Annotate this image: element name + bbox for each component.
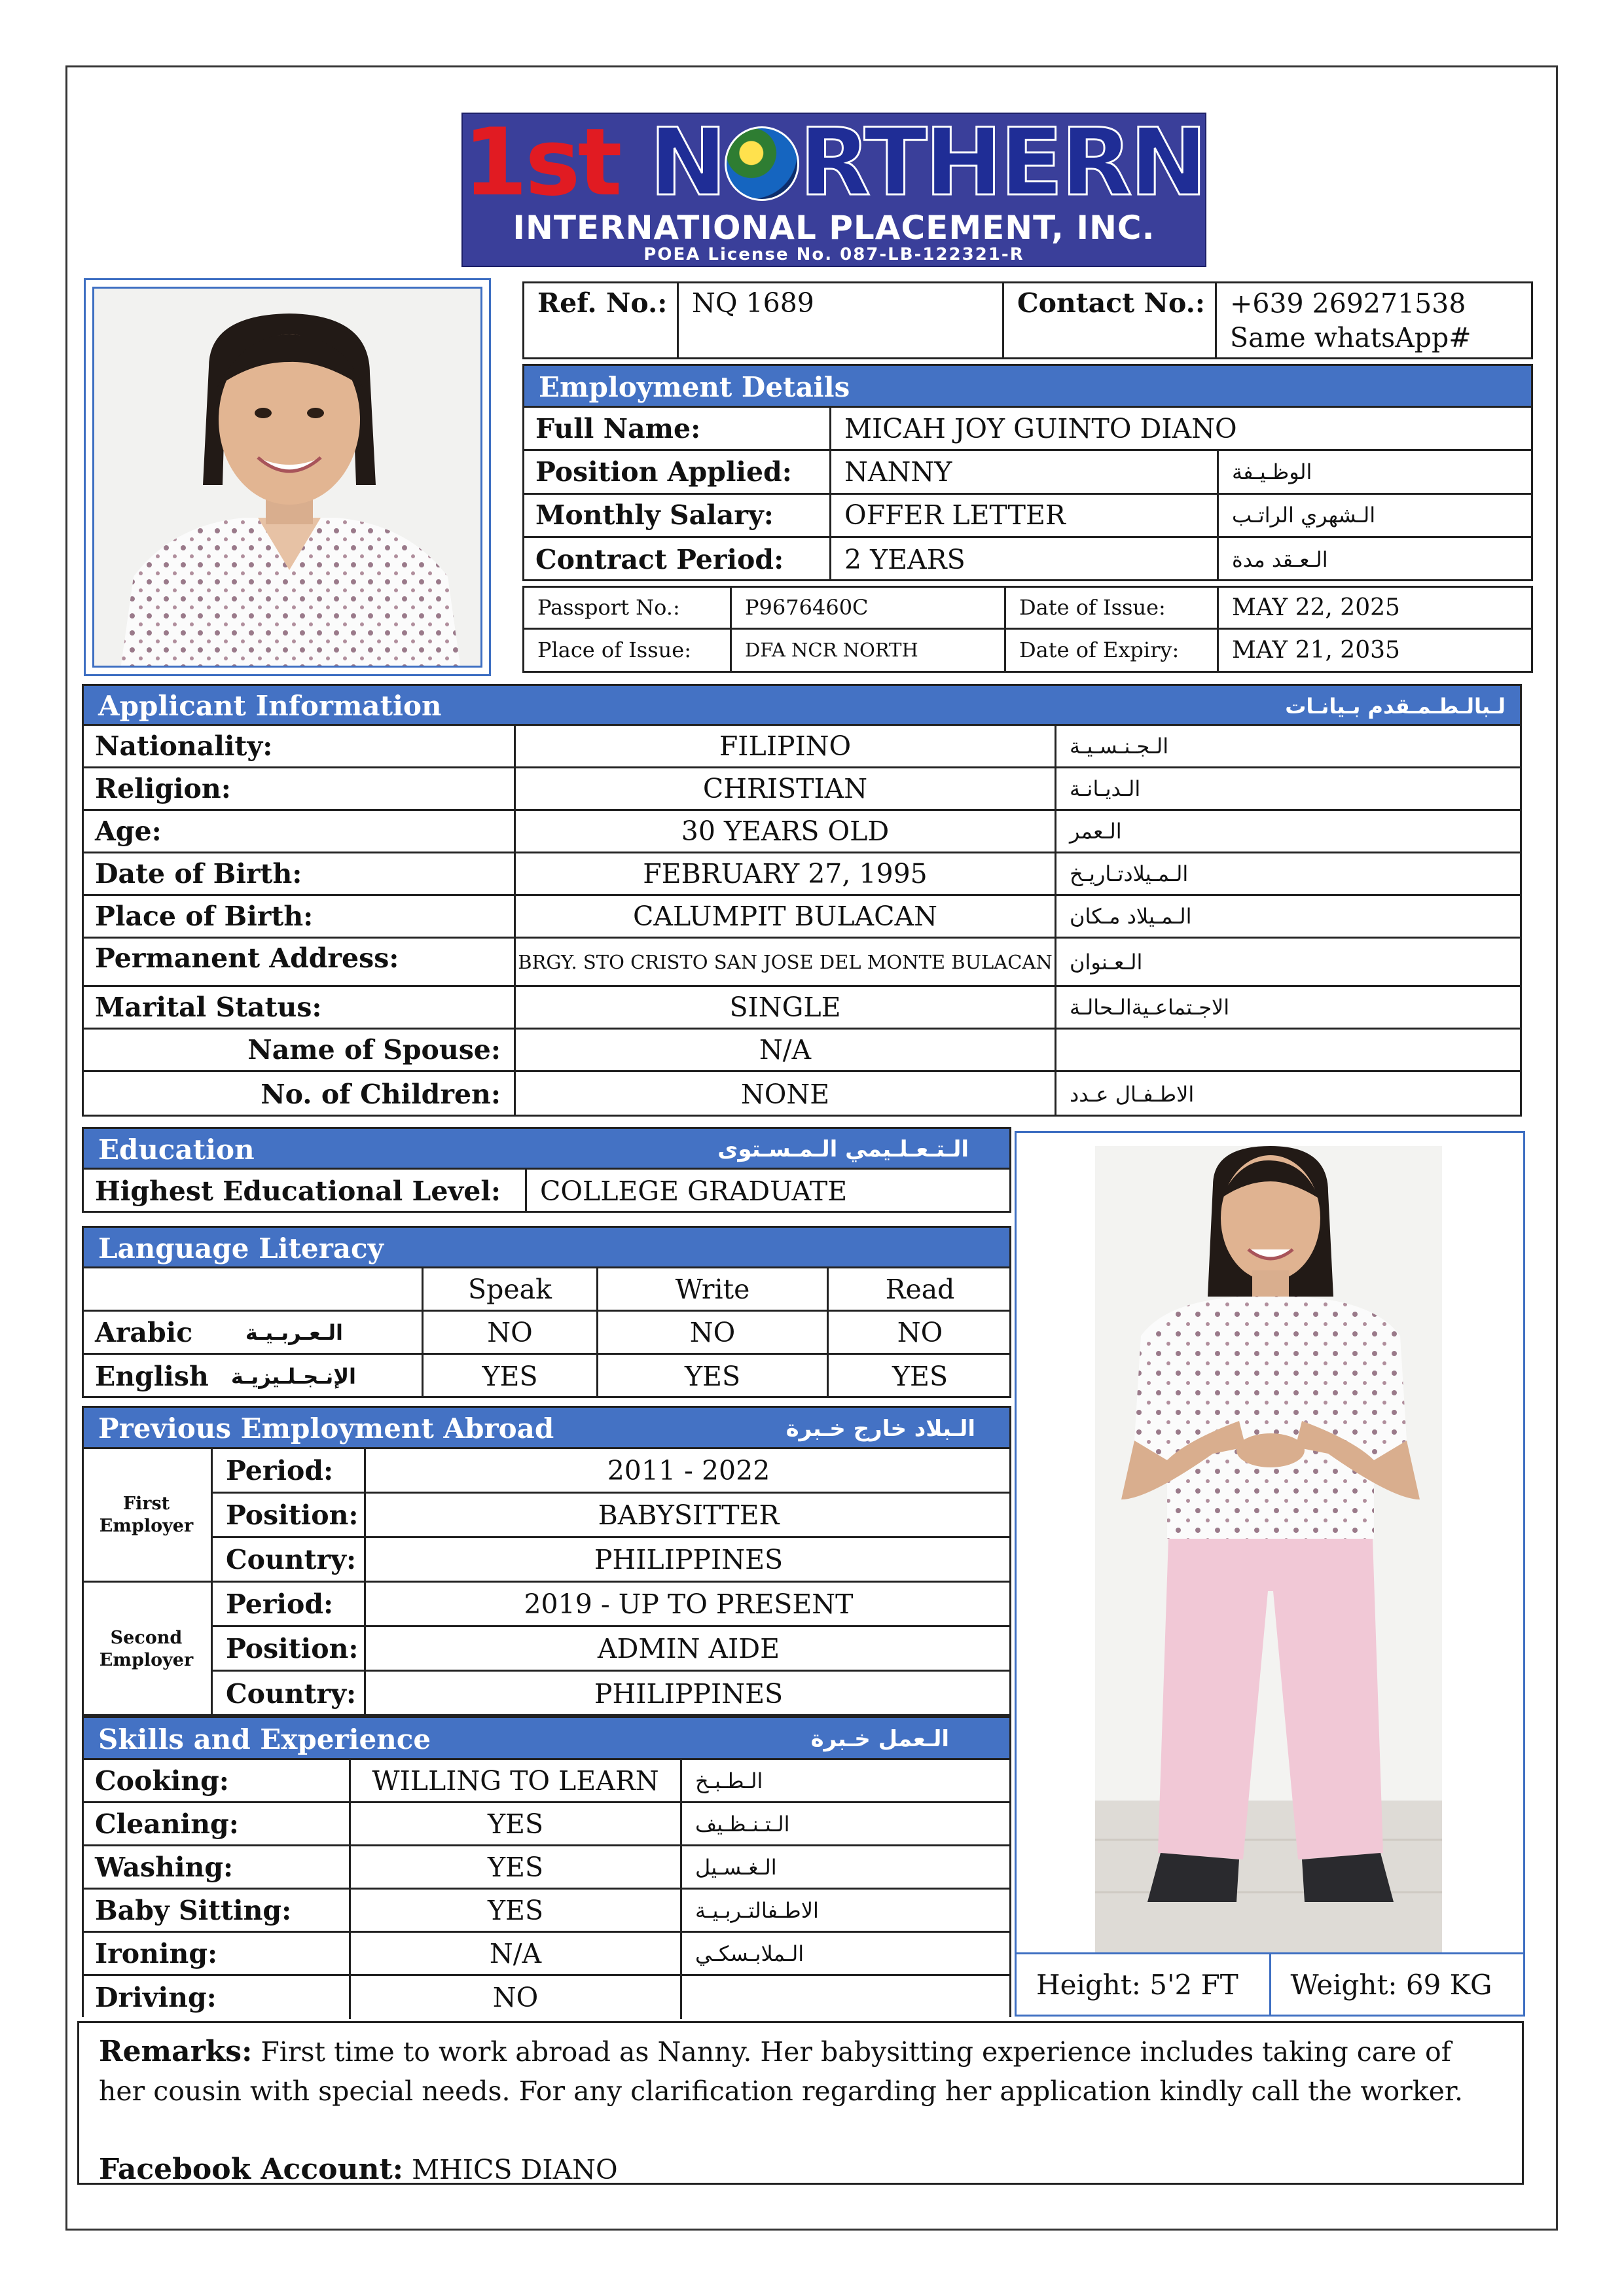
contract-period-label: Contract Period:: [522, 538, 831, 581]
language-literacy-section: [82, 1226, 1011, 1398]
portrait-photo-frame: [84, 278, 491, 676]
age-label: Age:: [82, 811, 516, 853]
marital-status-value: SINGLE: [516, 987, 1056, 1030]
first-employer-position-label: Position:: [213, 1494, 366, 1538]
applicant-info-table: [82, 724, 1522, 1117]
english-language-row-label: English الإنـجـلـيزيـة: [82, 1355, 424, 1398]
previous-employment-header: Previous Employment Abroad الـبلاد خارج خـبرة: [84, 1408, 1009, 1449]
applicant-info-header-arabic: لـبالـطـمـقدم بـيانـات: [1285, 693, 1506, 719]
remarks-text-block: [99, 2032, 1502, 2111]
nationality-label: Nationality:: [82, 726, 516, 768]
religion-value: CHRISTIAN: [516, 768, 1056, 811]
driving-arabic: [682, 1976, 1011, 2019]
position-applied-value: NANNY: [831, 451, 1219, 494]
highest-educational-level-label: Highest Educational Level:: [82, 1170, 527, 1213]
no-of-children-arabic: الاطـفـال عـدد: [1070, 1082, 1195, 1107]
first-employer-period: 2011 - 2022: [366, 1449, 1011, 1494]
weight-value: Weight: 69 KG: [1290, 1968, 1492, 2001]
nationality-value: FILIPINO: [516, 726, 1056, 768]
first-employer-country-label: Country:: [213, 1538, 366, 1583]
place-of-issue-label: Place of Issue:: [524, 630, 732, 672]
language-literacy-header: Language Literacy: [84, 1228, 1009, 1268]
language-corner-cell: [82, 1268, 424, 1312]
english-language-arabic: الإنـجـلـيزيـة: [230, 1364, 356, 1389]
col-speak: Speak: [424, 1268, 598, 1312]
cleaning-label: Cleaning:: [82, 1803, 351, 1846]
date-of-birth-label: Date of Birth:: [82, 853, 516, 896]
remarks-box: [77, 2021, 1524, 2185]
arabic-write: NO: [598, 1312, 829, 1355]
name-of-spouse-value: N/A: [516, 1030, 1056, 1072]
previous-employment-table: [82, 1447, 1011, 1716]
full-body-image: [1017, 1133, 1523, 1952]
cooking-arabic: الـطـبـخ: [682, 1760, 1011, 1803]
washing-arabic: الـغـسـيل: [682, 1846, 1011, 1890]
date-of-birth-arabic: الـمـيلادتـاريـخ: [1056, 853, 1522, 896]
english-speak: YES: [424, 1355, 598, 1398]
name-of-spouse-arabic: [1056, 1030, 1522, 1072]
arabic-read: NO: [829, 1312, 1011, 1355]
ironing-label: Ironing:: [82, 1933, 351, 1976]
employment-details-table: [522, 406, 1533, 581]
cleaning-arabic: الـتـنـظـيف: [682, 1803, 1011, 1846]
contact-no-label: Contact No.:: [1004, 283, 1217, 357]
company-logo: [461, 113, 1206, 267]
height-weight-table: [1015, 1952, 1525, 2017]
ref-contact-table: [522, 281, 1533, 359]
english-write: YES: [598, 1355, 829, 1398]
second-employer-position-label: Position:: [213, 1627, 366, 1672]
place-of-birth-value: CALUMPIT BULACAN: [516, 896, 1056, 939]
first-employer-position: BABYSITTER: [366, 1494, 1011, 1538]
arabic-language-row-label: Arabic الـعـربـيـة: [82, 1312, 424, 1355]
globe-icon: [725, 126, 799, 201]
language-literacy-table: [82, 1266, 1011, 1398]
second-employer-position: ADMIN AIDE: [366, 1627, 1011, 1672]
contract-period-arabic: الـعـقد مدة: [1232, 547, 1328, 572]
permanent-address-value: BRGY. STO CRISTO SAN JOSE DEL MONTE BULACAN: [516, 939, 1056, 987]
arabic-language-arabic: الـعـربـيـة: [245, 1319, 343, 1345]
skills-table: [82, 1758, 1011, 2019]
col-read: Read: [829, 1268, 1011, 1312]
date-of-birth-value: FEBRUARY 27, 1995: [516, 853, 1056, 896]
arabic-speak: NO: [424, 1312, 598, 1355]
marital-status-label: Marital Status:: [82, 987, 516, 1030]
washing-value: YES: [351, 1846, 682, 1890]
employment-details-header: Employment Details: [524, 366, 1531, 408]
height-value: Height: 5'2 FT: [1017, 1954, 1271, 2015]
portrait-photo: [92, 287, 482, 668]
age-arabic: الـعمر: [1056, 811, 1522, 853]
monthly-salary-label: Monthly Salary:: [522, 495, 831, 538]
second-employer-period-label: Period:: [213, 1583, 366, 1627]
skills-header-arabic: الـعمل خـبرة: [810, 1726, 949, 1752]
place-of-birth-arabic: الـمـيلاد مـكان: [1056, 896, 1522, 939]
second-employer-country: PHILIPPINES: [594, 1678, 784, 1710]
no-of-children-label: No. of Children:: [82, 1072, 516, 1117]
cooking-label: Cooking:: [82, 1760, 351, 1803]
passport-table: [522, 586, 1533, 673]
full-body-photo-frame: [1015, 1131, 1525, 1954]
driving-label: Driving:: [82, 1976, 351, 2019]
baby-sitting-label: Baby Sitting:: [82, 1890, 351, 1933]
first-employer-label: First Employer: [82, 1449, 213, 1583]
monthly-salary-arabic: الـشهري الراتـب: [1219, 495, 1533, 538]
ironing-arabic: الـملابـسكـي: [682, 1933, 1011, 1976]
full-name-value: MICAH JOY GUINTO DIANO: [831, 408, 1533, 451]
no-of-children-value: NONE: [516, 1072, 1056, 1117]
english-read: YES: [892, 1361, 948, 1392]
remarks-label: Remarks:: [99, 2035, 253, 2068]
facebook-account-value: MHICS DIANO: [412, 2154, 618, 2185]
first-employer-country: PHILIPPINES: [366, 1538, 1011, 1583]
previous-employment-section: [82, 1406, 1011, 1716]
full-name-label: Full Name:: [522, 408, 831, 451]
second-employer-country-label: Country:: [213, 1672, 366, 1716]
education-table: [82, 1168, 1011, 1213]
highest-educational-level-value: COLLEGE GRADUATE: [540, 1175, 848, 1207]
date-of-expiry-label: Date of Expiry:: [1006, 630, 1219, 672]
contact-no-cell: [1217, 283, 1531, 357]
date-of-expiry-value: MAY 21, 2035: [1232, 636, 1400, 664]
religion-arabic: الـديـانـة: [1056, 768, 1522, 811]
position-applied-label: Position Applied:: [522, 451, 831, 494]
col-write: Write: [598, 1268, 829, 1312]
passport-no-value: P9676460C: [732, 588, 1006, 630]
baby-sitting-value: YES: [351, 1890, 682, 1933]
nationality-arabic: الـجـنـسـيـة: [1056, 726, 1522, 768]
first-employer-period-label: Period:: [213, 1449, 366, 1494]
driving-value: NO: [351, 1976, 682, 2019]
logo-company-name: INTERNATIONAL PLACEMENT, INC.: [513, 209, 1155, 247]
passport-no-label: Passport No.:: [524, 588, 732, 630]
logo-wordmark: 1st N RTHERN: [463, 113, 1205, 217]
previous-employment-header-arabic: الـبلاد خارج خـبرة: [785, 1415, 975, 1442]
second-employer-label: Second Employer: [82, 1583, 213, 1716]
baby-sitting-arabic: الاطـفالتـربـيـة: [682, 1890, 1011, 1933]
name-of-spouse-label: Name of Spouse:: [82, 1030, 516, 1072]
ref-no-value: NQ 1689: [679, 283, 1004, 357]
skills-section: [82, 1716, 1011, 2017]
contact-no-value: +639 269271538: [1230, 287, 1466, 319]
place-of-birth-label: Place of Birth:: [82, 896, 516, 939]
facebook-account: [99, 2150, 1502, 2189]
position-applied-arabic: الوظـيـفة: [1219, 451, 1533, 494]
cleaning-value: YES: [351, 1803, 682, 1846]
date-of-issue-label: Date of Issue:: [1006, 588, 1219, 630]
applicant-info-header: Applicant Information لـبالـطـمـقدم بـيانـات: [84, 686, 1520, 726]
permanent-address-arabic: الـعـنوان: [1056, 939, 1522, 987]
permanent-address-label: Permanent Address:: [82, 939, 516, 987]
education-header: Education الـتـعـلـيمي الـمـسـتوى: [84, 1129, 1009, 1170]
ref-no-label: Ref. No.:: [524, 283, 679, 357]
date-of-issue-value: MAY 22, 2025: [1219, 588, 1531, 630]
portrait-image: [94, 289, 482, 668]
logo-license: POEA License No. 087-LB-122321-R: [643, 245, 1024, 264]
contact-note: Same whatsApp#: [1230, 321, 1471, 353]
employment-details-section: [522, 364, 1533, 581]
religion-label: Religion:: [82, 768, 516, 811]
skills-header: Skills and Experience الـعمل خـبرة: [84, 1718, 1009, 1760]
applicant-info-section: [82, 684, 1522, 1117]
facebook-account-label: Facebook Account:: [99, 2153, 404, 2186]
marital-status-arabic: الاجـتماعـيةالـحالـة: [1056, 987, 1522, 1030]
education-section: [82, 1127, 1011, 1213]
contract-period-value: 2 YEARS: [831, 538, 1219, 581]
ironing-value: N/A: [351, 1933, 682, 1976]
place-of-issue-value: DFA NCR NORTH: [732, 630, 1006, 672]
remarks-text: First time to work abroad as Nanny. Her babysitting experience includes taking care of her cousin with special needs. For any clarification regarding her application kindly call the worker.: [99, 2036, 1463, 2107]
washing-label: Washing:: [82, 1846, 351, 1890]
second-employer-period: 2019 - UP TO PRESENT: [366, 1583, 1011, 1627]
monthly-salary-value: OFFER LETTER: [831, 495, 1219, 538]
education-header-arabic: الـتـعـلـيمي الـمـسـتوى: [717, 1136, 969, 1162]
cooking-value: WILLING TO LEARN: [351, 1760, 682, 1803]
age-value: 30 YEARS OLD: [516, 811, 1056, 853]
